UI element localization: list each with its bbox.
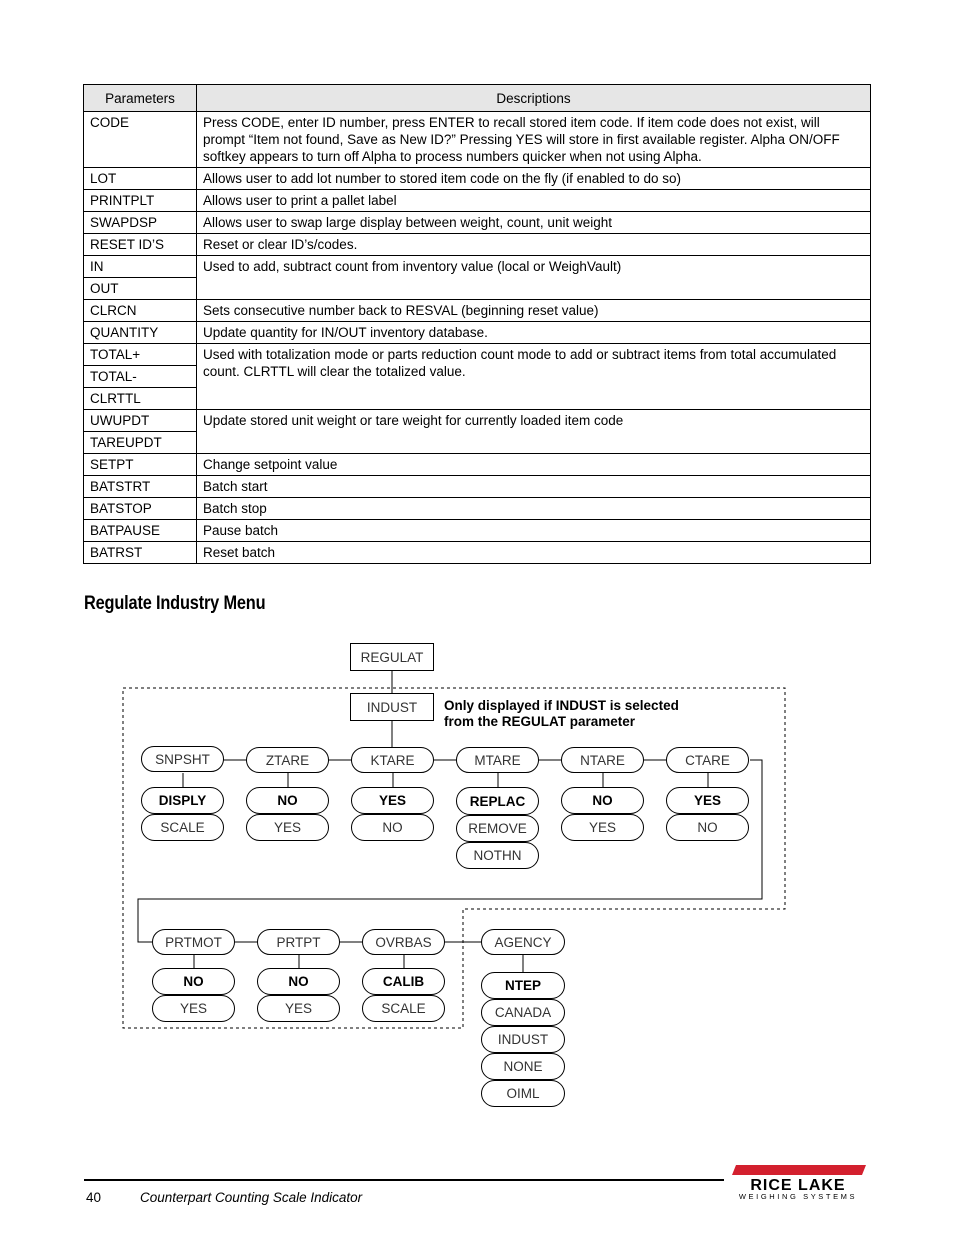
ctare-option-no: NO [666, 814, 749, 841]
table-row [84, 300, 871, 322]
param-cell: CLRCN [84, 300, 197, 322]
desc-cell: Allows user to swap large display between weight, count, unit weight [197, 212, 871, 234]
svg-text:RICE LAKE: RICE LAKE [750, 1177, 846, 1194]
desc-cell: Update stored unit weight or tare weight for currently loaded item code [197, 410, 871, 454]
ktare-option-yes: YES [351, 787, 434, 814]
agency-option-ntep: NTEP [481, 972, 565, 999]
ctare-node: CTARE [666, 747, 749, 773]
mtare-option-nothn: NOTHN [456, 842, 539, 869]
param-cell: BATSTOP [84, 498, 197, 520]
agency-option-oiml: OIML [481, 1080, 565, 1107]
param-cell: UWUPDT [84, 410, 197, 432]
param-cell: PRINTPLT [84, 190, 197, 212]
table-row [84, 476, 871, 498]
rice-lake-logo [728, 1165, 868, 1201]
prtmot-option-no: NO [152, 968, 235, 995]
desc-cell: Batch start [197, 476, 871, 498]
ktare-option-no: NO [351, 814, 434, 841]
regulate-menu-diagram [0, 630, 954, 1120]
param-cell: BATRST [84, 542, 197, 564]
prtpt-option-yes: YES [257, 995, 340, 1022]
table-row [84, 542, 871, 564]
desc-cell: Sets consecutive number back to RESVAL (beginning reset value) [197, 300, 871, 322]
agency-option-canada: CANADA [481, 999, 565, 1026]
desc-cell: Allows user to print a pallet label [197, 190, 871, 212]
indust-note-line2: from the REGULAT parameter [444, 714, 636, 729]
ovrbas-node: OVRBAS [362, 929, 445, 955]
snpsht-option-disply: DISPLY [141, 787, 224, 814]
desc-cell: Allows user to add lot number to stored item code on the fly (if enabled to do so) [197, 168, 871, 190]
desc-cell: Reset batch [197, 542, 871, 564]
ztare-option-no: NO [246, 787, 329, 814]
param-cell: TOTAL+ [84, 344, 197, 366]
table-header-row [84, 85, 871, 112]
ntare-node: NTARE [561, 747, 644, 773]
mtare-option-remove: REMOVE [456, 815, 539, 842]
param-cell: IN [84, 256, 197, 278]
desc-cell: Reset or clear ID’s/codes. [197, 234, 871, 256]
param-cell: BATSTRT [84, 476, 197, 498]
mtare-node: MTARE [456, 747, 539, 773]
indust-note [444, 698, 679, 730]
param-cell: RESET ID’S [84, 234, 197, 256]
page-number: 40 [86, 1190, 102, 1205]
param-cell: QUANTITY [84, 322, 197, 344]
agency-node: AGENCY [481, 929, 565, 955]
table-row [84, 454, 871, 476]
param-cell: OUT [84, 278, 197, 300]
indust-note-line1: Only displayed if INDUST is selected [444, 698, 679, 713]
table-row [84, 234, 871, 256]
param-cell: CLRTTL [84, 388, 197, 410]
prtmot-node: PRTMOT [152, 929, 235, 955]
param-cell: TAREUPDT [84, 432, 197, 454]
regulat-node: REGULAT [350, 643, 434, 671]
ovrbas-option-calib: CALIB [362, 968, 445, 995]
table-row [84, 112, 871, 168]
mtare-option-replac: REPLAC [456, 787, 539, 815]
ktare-node: KTARE [351, 747, 434, 773]
table-row [84, 322, 871, 344]
rice-lake-logo-icon [728, 1165, 868, 1201]
desc-cell: Press CODE, enter ID number, press ENTER to recall stored item code. If item code does not exist, will prompt “Item not found, Save as New ID?” Pressing YES will store in first available register. Alpha ON/OFF softkey appears to turn off Alpha to process numbers quicker when not using Alpha. [197, 112, 871, 168]
table-row [84, 520, 871, 542]
footer-rule [84, 1179, 724, 1181]
ovrbas-option-scale: SCALE [362, 995, 445, 1022]
param-cell: SWAPDSP [84, 212, 197, 234]
param-cell: SETPT [84, 454, 197, 476]
agency-option-none: NONE [481, 1053, 565, 1080]
prtpt-node: PRTPT [257, 929, 340, 955]
ntare-option-no: NO [561, 787, 644, 814]
param-cell: LOT [84, 168, 197, 190]
table-row [84, 256, 871, 278]
prtpt-option-no: NO [257, 968, 340, 995]
header-descriptions: Descriptions [197, 85, 871, 112]
desc-cell: Used with totalization mode or parts reduction count mode to add or subtract items from total accumulated count. CLRTTL will clear the totalized value. [197, 344, 871, 410]
param-cell: CODE [84, 112, 197, 168]
ctare-option-yes: YES [666, 787, 749, 814]
table-row [84, 410, 871, 432]
parameters-table [83, 84, 871, 564]
prtmot-option-yes: YES [152, 995, 235, 1022]
desc-cell: Change setpoint value [197, 454, 871, 476]
ztare-node: ZTARE [246, 747, 329, 773]
desc-cell: Update quantity for IN/OUT inventory database. [197, 322, 871, 344]
table-row [84, 168, 871, 190]
ntare-option-yes: YES [561, 814, 644, 841]
indust-node: INDUST [350, 693, 434, 721]
document-title: Counterpart Counting Scale Indicator [140, 1190, 363, 1205]
svg-text:WEIGHING SYSTEMS: WEIGHING SYSTEMS [738, 1192, 858, 1201]
ztare-option-yes: YES [246, 814, 329, 841]
table-row [84, 498, 871, 520]
header-parameters: Parameters [84, 85, 197, 112]
table-row [84, 190, 871, 212]
desc-cell: Used to add, subtract count from inventory value (local or WeighVault) [197, 256, 871, 300]
desc-cell: Pause batch [197, 520, 871, 542]
agency-option-indust: INDUST [481, 1026, 565, 1053]
desc-cell: Batch stop [197, 498, 871, 520]
param-cell: TOTAL- [84, 366, 197, 388]
param-cell: BATPAUSE [84, 520, 197, 542]
table-row [84, 212, 871, 234]
snpsht-option-scale: SCALE [141, 814, 224, 841]
table-row [84, 344, 871, 366]
snpsht-node: SNPSHT [141, 746, 224, 772]
section-heading: Regulate Industry Menu [84, 593, 266, 614]
